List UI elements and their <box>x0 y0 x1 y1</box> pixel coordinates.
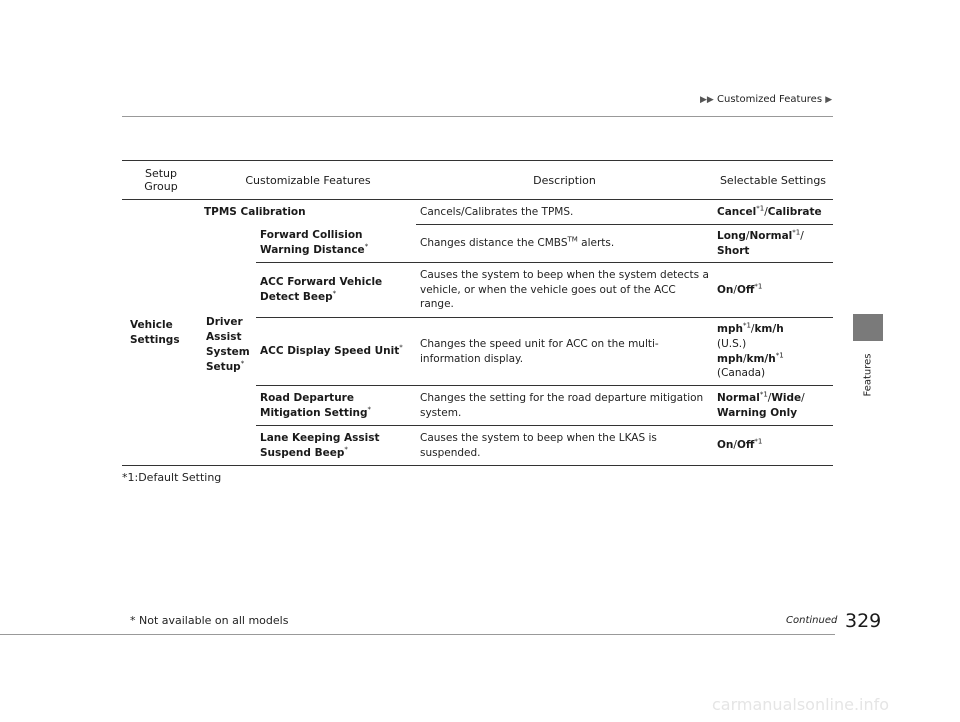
feature-name: ACC Forward Vehicle Detect Beep* <box>256 263 416 318</box>
feature-setting: On/Off$^{*1}$ <box>713 426 833 466</box>
section-side-label: Features <box>862 353 874 397</box>
feature-description: Changes the setting for the road departure mitigation system. <box>416 386 713 426</box>
feature-setting: Normal$^{*1}$/Wide/ Warning Only <box>713 386 833 426</box>
table-header-row <box>122 161 833 200</box>
footer-divider <box>0 634 835 635</box>
table-row <box>122 200 833 225</box>
feature-description: Causes the system to beep when the system detects a vehicle, or when the vehicle goes out of the ACC range. <box>416 263 713 318</box>
triangle-right-icon: ▶ <box>825 95 833 105</box>
default-setting-footnote: *1:Default Setting <box>122 471 222 484</box>
col-header-setup-group: Setup Group <box>122 161 200 200</box>
feature-setting: mph$^{*1}$/km/h (U.S.) mph/$km/h^{*1}$ (Canada) <box>713 318 833 386</box>
header-divider <box>122 116 833 117</box>
feature-setting: Long/Normal$^{*1}$/ Short <box>713 225 833 263</box>
feature-setting: On/Off$^{*1}$ <box>713 263 833 318</box>
feature-description: Changes distance the CMBS™ alerts. <box>416 225 713 263</box>
table-row <box>122 225 833 263</box>
section-tab-marker <box>853 314 883 341</box>
feature-name: Lane Keeping Assist Suspend Beep* <box>256 426 416 466</box>
availability-note: * Not available on all models <box>130 614 289 627</box>
col-header-customizable-features: Customizable Features <box>200 161 416 200</box>
feature-name: Forward Collision Warning Distance* <box>256 225 416 263</box>
customizable-features-table <box>122 160 833 466</box>
watermark: carmanualsonline.info <box>712 695 890 714</box>
continued-label: Continued <box>786 615 838 626</box>
page-number: 329 <box>845 610 882 632</box>
subgroup-cell-driver-assist: Driver Assist System Setup* <box>200 225 256 466</box>
feature-name: Road Departure Mitigation Setting* <box>256 386 416 426</box>
feature-description: Causes the system to beep when the LKAS is suspended. <box>416 426 713 466</box>
feature-name: ACC Display Speed Unit* <box>256 318 416 386</box>
col-header-selectable-settings: Selectable Settings <box>713 161 833 200</box>
feature-name: TPMS Calibration <box>204 205 306 218</box>
triangle-right-icon: ▶▶ <box>700 95 714 105</box>
feature-setting: Cancel$^{*1}$/Calibrate <box>713 200 833 225</box>
feature-description: Changes the speed unit for ACC on the multi-information display. <box>416 318 713 386</box>
breadcrumb <box>700 94 832 105</box>
col-header-description: Description <box>416 161 713 200</box>
feature-description: Cancels/Calibrates the TPMS. <box>416 200 713 225</box>
group-cell-vehicle-settings: Vehicle Settings <box>122 200 200 466</box>
breadcrumb-label: Customized Features <box>717 94 823 105</box>
